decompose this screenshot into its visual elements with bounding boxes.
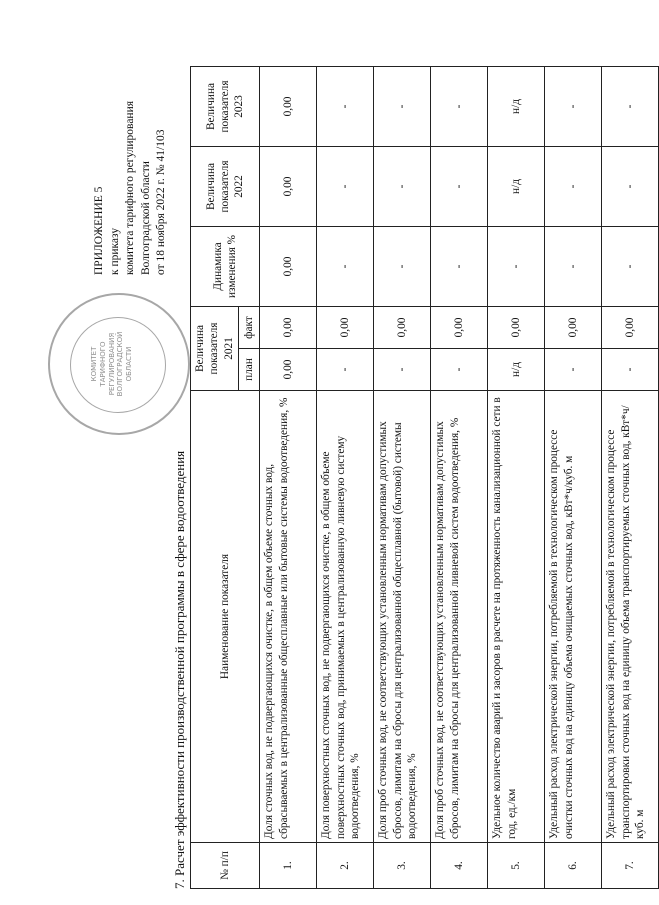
header-value-2023: Величина показателя 2023 [191,66,260,146]
header-num: № п/п [191,843,260,889]
approval-line: Волгоградской области [139,161,152,275]
table-row: 6. Удельный расход электрической энергии, потребляемой в технологическом процессе очистки сточных вод на единицу объема очищаемых сточных вод, кВт*ч/куб. м - 0,00 - - - [545,66,602,888]
section-title: 7. Расчет эффективности производственной программы в сфере водоотведения [172,450,187,889]
header-plan: план [239,349,260,391]
table-row: 5. Удельное количество аварий и засоров в расчете на протяженность канализационной сети в год, ед./км н/д 0,00 - н/д н/д [488,66,545,888]
approval-line: к приказу [108,227,121,275]
header-name: Наименование показателя [191,391,260,843]
seal-text: КОМИТЕТ ТАРИФНОГО РЕГУЛИРОВАНИЯ ВОЛГОГРАДСКОЙ ОБЛАСТИ [90,331,133,397]
approval-line: комитета тарифного регулирования [124,100,137,275]
efficiency-table [190,66,659,889]
table-row: 3. Доля проб сточных вод, не соответствующих установленным нормативам допустимых сбросов, лимитам на сбросы для централизованной общесплавной (бытовой) системы водоотведения, % - 0,00 - - - [374,66,431,888]
table-row: 4. Доля проб сточных вод, не соответствующих установленным нормативам допустимых сбросов, лимитам на сбросы для централизованной ливневой систем водоотведения, % - 0,00 - - - [431,66,488,888]
table-row: 2. Доля поверхностных сточных вод, не подвергающихся очистке, в общем объеме поверхностных сточных вод, принимаемых в централизованную ливневую систему водоотведения, % - 0,00 - - - [317,66,374,888]
header-value-2021: Величина показателя 2021 [191,306,239,390]
header-dynamics: Динамика изменения % [191,226,260,306]
table-row: 1. Доля сточных вод, не подвергающихся очистке, в общем объеме сточных вод, сбрасываемых в централизованные общесплавные или бытовые системы водоотведения, % 0,00 0,00 0,00 0,00 0,00 [260,66,317,888]
table-row: 7. Удельный расход электрической энергии, потребляемой в технологическом процессе транспортировки сточных вод на единицу объема транспортируемых сточных вод, кВт*ч/куб. м - 0,00 - - - [602,66,659,888]
header-fact: факт [239,306,260,348]
official-seal [48,293,190,435]
header-value-2022: Величина показателя 2022 [191,146,260,226]
approval-line: от 18 ноября 2022 г. № 41/103 [155,129,168,275]
approval-block [92,30,170,275]
approval-line: ПРИЛОЖЕНИЕ 5 [93,186,105,275]
